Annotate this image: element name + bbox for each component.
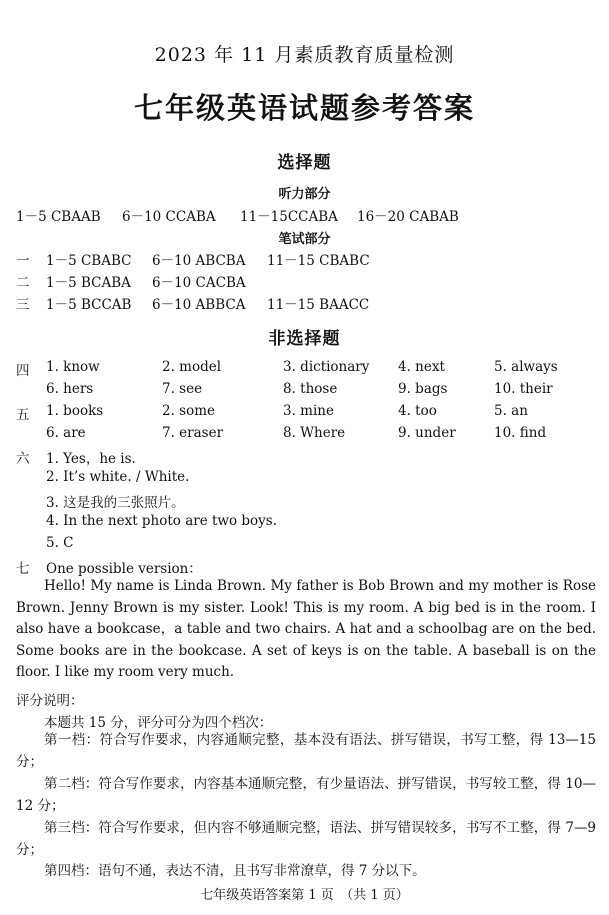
- scoring-heading: 评分说明：: [16, 693, 84, 709]
- answer-item: 7. see: [162, 381, 203, 397]
- written-row-2: [0, 271, 609, 291]
- scoring-level-1: 第一档：符合写作要求，内容通顺完整，基本没有语法、拼写错误，书写工整，得 13—15 分；: [16, 732, 596, 770]
- scoring-level-3: 第三档：符合写作要求，但内容不够通顺完整，语法、拼写错误较多，书写不工整，得 7—9 分；: [16, 820, 596, 858]
- answer-item: 4. In the next photo are two boys.: [46, 513, 278, 529]
- answer-group: 11－15 BAACC: [267, 297, 370, 313]
- section-4-row-2: [0, 381, 609, 401]
- answer-group: 1－5 BCABA: [46, 275, 131, 291]
- answer-item: 10. find: [494, 425, 547, 441]
- section-heading-nonchoice: 非选择题: [268, 329, 341, 349]
- answer-item: 10. their: [494, 381, 553, 397]
- answer-group: 6－10 ABCBA: [152, 253, 246, 269]
- answer-item: 1. know: [46, 359, 100, 375]
- section-number: 一: [16, 253, 30, 269]
- answer-item: 8. those: [283, 381, 338, 397]
- section-number: 四: [16, 363, 30, 379]
- answer-item: 2. some: [162, 403, 216, 419]
- answer-group: 6－10 ABBCA: [152, 297, 246, 313]
- answer-item: 3. dictionary: [283, 359, 370, 375]
- answer-item: 9. under: [398, 425, 456, 441]
- answer-group: 11－15 CBABC: [267, 253, 370, 269]
- answer-item: 4. too: [398, 403, 437, 419]
- answer-group: 6－10 CCABA: [122, 209, 216, 225]
- section-number: 三: [16, 297, 30, 313]
- answer-group: 11－15CCABA: [240, 209, 338, 225]
- listening-answers-row: [0, 205, 609, 225]
- subheading-listening: 听力部分: [278, 187, 331, 202]
- written-row-3: [0, 293, 609, 313]
- section-4-row-1: [0, 359, 609, 379]
- answer-item: 7. eraser: [162, 425, 224, 441]
- model-essay: Hello! My name is Linda Brown. My father is Bob Brown and my mother is Rose Brown. Jenny Brown is my sister. Look! This is my room. A big bed is in the room. I also have a bookcase，a table and two chairs. A hat and a schoolbag are on the bed. Some books are in the bookcase. A set of keys is on the table. A baseball is on the floor. I like my room very much.: [16, 578, 596, 681]
- section-number: 七: [16, 561, 30, 577]
- answer-item: 1. books: [46, 403, 104, 419]
- answer-item: 5. always: [494, 359, 558, 375]
- answer-item: 2. It’s white. / White.: [46, 469, 190, 485]
- section-5-row-1: [0, 403, 609, 423]
- document-title: 七年级英语试题参考答案: [133, 91, 475, 125]
- section-5-row-2: [0, 425, 609, 445]
- section-number: 六: [16, 451, 30, 467]
- answer-item: 2. model: [162, 359, 222, 375]
- scoring-level-4: 第四档：语句不通，表达不清，且书写非常潦草，得 7 分以下。: [44, 863, 426, 879]
- essay-intro: One possible version：: [46, 561, 202, 577]
- page-footer: 七年级英语答案第 1 页 （共 1 页）: [200, 888, 409, 903]
- written-row-1: [0, 249, 609, 269]
- answer-item: 8. Where: [283, 425, 346, 441]
- answer-item: 3. 这是我的三张照片。: [46, 495, 185, 511]
- section-number: 五: [16, 407, 30, 423]
- answer-item: 5. an: [494, 403, 528, 419]
- answer-group: 6－10 CACBA: [152, 275, 246, 291]
- exam-title: 2023 年 11 月素质教育质量检测: [154, 44, 455, 66]
- scoring-intro: 本题共 15 分，评分可分为四个档次：: [44, 715, 273, 731]
- answer-item: 1. Yes，he is.: [46, 451, 136, 467]
- section-number: 二: [16, 275, 30, 291]
- answer-item: 9. bags: [398, 381, 448, 397]
- answer-group: 1－5 BCCAB: [46, 297, 132, 313]
- answer-group: 1－5 CBABC: [46, 253, 132, 269]
- answer-item: 6. are: [46, 425, 86, 441]
- answer-group: 16－20 CABAB: [357, 209, 459, 225]
- answer-item: 4. next: [398, 359, 445, 375]
- answer-group: 1－5 CBAAB: [16, 209, 101, 225]
- section-heading-choice: 选择题: [277, 153, 332, 173]
- answer-item: 5. C: [46, 535, 74, 551]
- scoring-level-2: 第二档：符合写作要求，内容基本通顺完整，有少量语法、拼写错误，书写较工整，得 10—12 分；: [16, 776, 596, 814]
- subheading-written: 笔试部分: [278, 232, 331, 247]
- answer-item: 6. hers: [46, 381, 94, 397]
- answer-item: 3. mine: [283, 403, 334, 419]
